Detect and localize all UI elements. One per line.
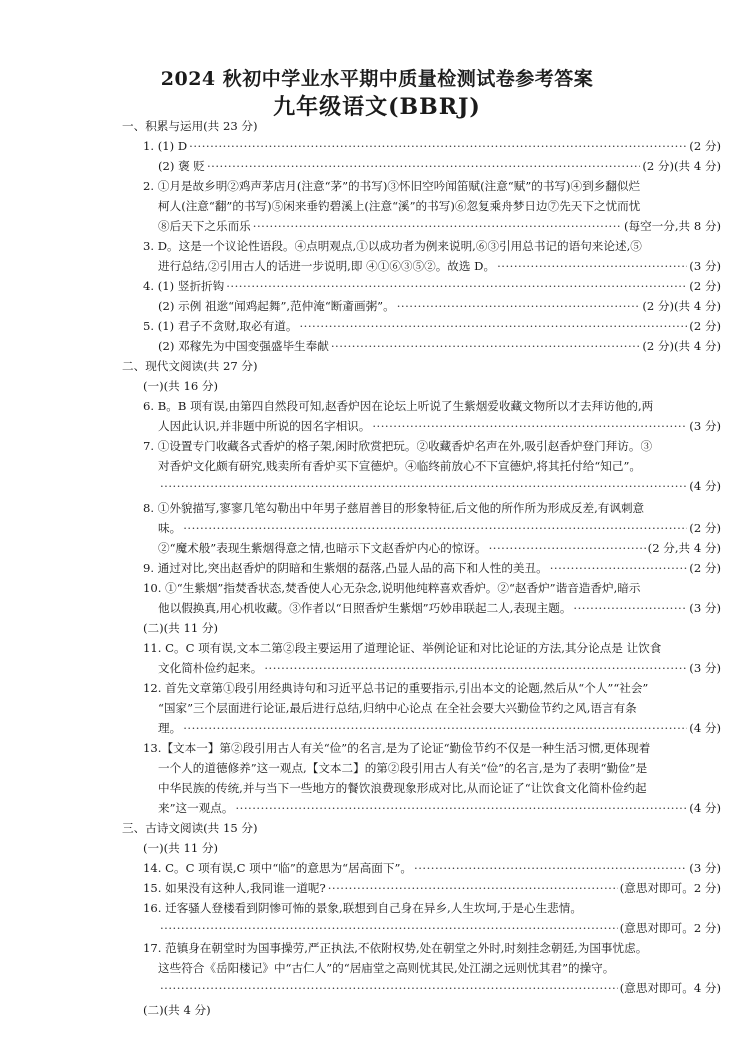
answer-line: (2) 示例 祖逖“闻鸡起舞”,范仲淹“断齑画粥”。 ····· (2 分)(共 4 分) (158, 296, 721, 316)
subsection-heading: (一)(共 11 分) (143, 841, 218, 855)
answer-line: 进行总结,②引用古人的话进一步说明,即 ④①⑥③⑤②。故选 D。 ····· (3 分) (158, 256, 721, 276)
answer-line: 4. (1) 竖折折钩 ····· (2 分) (143, 276, 721, 296)
answer-line: ····· (意思对即可。2 分) (158, 918, 721, 938)
answer-line: 柯人(注意“翻”的书写)⑤闲来垂钓碧溪上(注意“溪”的书写)⑥忽复乘舟梦日边⑦先天下之忧而忧 (158, 199, 641, 213)
answer-line: 15. 如果没有这种人,我同谁一道呢? ····· (意思对即可。2 分) (143, 878, 721, 898)
subsection-heading: (一)(共 16 分) (143, 379, 218, 393)
answer-line: 一个人的道德修养”这一观点,【文本二】的第②段引用古人有关“俭”的名言,是为了表明“勤俭”是 (158, 761, 648, 775)
answer-line: 7. ①设置专门收藏各式香炉的格子架,闲时欣赏把玩。②收藏香炉名声在外,吸引赵香炉登门拜访。③ (143, 439, 653, 453)
section-heading: 二、现代文阅读(共 27 分) (122, 359, 258, 373)
answer-line: 6. B。B 项有误,由第四自然段可知,赵香炉因在论坛上听说了生紫烟爱收藏文物所以才去拜访他的,两 (143, 399, 654, 413)
answer-line: 理。 ····· (4 分) (158, 718, 721, 738)
answer-line: ②“魔术般”表现生紫烟得意之情,也暗示下文赵香炉内心的惊讶。 ····· (2 分,共 4 分) (158, 538, 721, 558)
answer-line: 17. 范镇身在朝堂时为国事操劳,严正执法,不依附权势,处在朝堂之外时,时刻挂念朝廷,为国事忧虑。 (143, 941, 648, 955)
answer-line: (2) 褒 贬 ····· (2 分)(共 4 分) (158, 156, 721, 176)
section-heading: 一、积累与运用(共 23 分) (122, 119, 258, 133)
answer-line: 文化简朴俭约起来。 ····· (3 分) (158, 658, 721, 678)
section-heading: 三、古诗文阅读(共 15 分) (122, 821, 258, 835)
answer-line: 中华民族的传统,并与当下一些地方的餐饮浪费现象形成对比,从而论证了“让饮食文化简朴俭约起 (158, 781, 647, 795)
answer-line: 8. ①外貌描写,寥寥几笔勾勒出中年男子慈眉善目的形象特征,后文他的所作所为形成反差,有讽刺意 (143, 501, 645, 515)
document-title: 2024 秋初中学业水平期中质量检测试卷参考答案 (160, 68, 594, 90)
subsection-heading: (二)(共 4 分) (143, 1003, 211, 1017)
answer-line: 11. C。C 项有误,文本二第②段主要运用了道理论证、举例论证和对比论证的方法,其分论点是 让饮食 (143, 641, 662, 655)
answer-line: 他以假换真,用心机收藏。③作者以“日照香炉生紫烟”巧妙串联起二人,表现主题。 ····· (3 分) (158, 598, 721, 618)
answer-line: 10. ①“生紫烟”指焚香状态,焚香使人心无杂念,说明他纯粹喜欢香炉。②“赵香炉”谐音造香炉,暗示 (143, 581, 641, 595)
answer-line: “国家”三个层面进行论证,最后进行总结,归纳中心论点 在全社会要大兴勤俭节约之风,语言有条 (158, 701, 637, 715)
answer-line: 13.【文本一】第②段引用古人有关“俭”的名言,是为了论证“勤俭节约不仅是一种生活习惯,更体现着 (143, 741, 651, 755)
answer-line: 2. ①月是故乡明②鸡声茅店月(注意“茅”的书写)③怀旧空吟闻笛赋(注意“赋”的书写)④到乡翻似烂 (143, 179, 641, 193)
answer-line: 5. (1) 君子不贪财,取必有道。 ····· (2 分) (143, 316, 721, 336)
answer-line: (2) 邓稼先为中国变强盛毕生奉献 ····· (2 分)(共 4 分) (158, 336, 721, 356)
answer-line: 来”这一观点。 ····· (4 分) (158, 798, 721, 818)
answer-line: ⑧后天下之乐而乐 ····· (每空一分,共 8 分) (158, 216, 721, 236)
subsection-heading: (二)(共 11 分) (143, 621, 218, 635)
answer-line: 16. 迁客骚人登楼看到阴惨可怖的景象,联想到自己身在异乡,人生坎坷,于是心生悲情。 (143, 901, 582, 915)
answer-line: 12. 首先文章第①段引用经典诗句和习近平总书记的重要指示,引出本文的论题,然后从“个人”“社会” (143, 681, 649, 695)
answer-line: 3. D。这是一个议论性语段。④点明观点,①以成功者为例来说明,⑥③引用总书记的语句来论述,⑤ (143, 239, 642, 253)
answer-line: 味。 ····· (2 分) (158, 518, 721, 538)
answer-line: 9. 通过对比,突出赵香炉的阴暗和生紫烟的磊落,凸显人品的高下和人性的美丑。 ····· (2 分) (143, 558, 721, 578)
answer-line: 人因此认识,并非题中所说的因名字相识。 ····· (3 分) (158, 416, 721, 436)
answer-line: ····· (意思对即可。4 分) (158, 978, 721, 998)
answer-line: 14. C。C 项有误,C 项中“临”的意思为“居高面下”。 ····· (3 分) (143, 858, 721, 878)
answer-line: ····· (4 分) (158, 476, 721, 496)
answer-line: 1. (1) D ····· (2 分) (143, 136, 721, 156)
answer-line: 对香炉文化颇有研究,贱卖所有香炉买下宣德炉。④临终前放心不下宣德炉,将其托付给“知己”。 (158, 459, 641, 473)
document-subtitle: 九年级语文(BBRJ) (273, 94, 481, 120)
answer-line: 这些符合《岳阳楼记》中“古仁人”的“居庙堂之高则忧其民,处江湖之远则忧其君”的操守。 (158, 961, 615, 975)
